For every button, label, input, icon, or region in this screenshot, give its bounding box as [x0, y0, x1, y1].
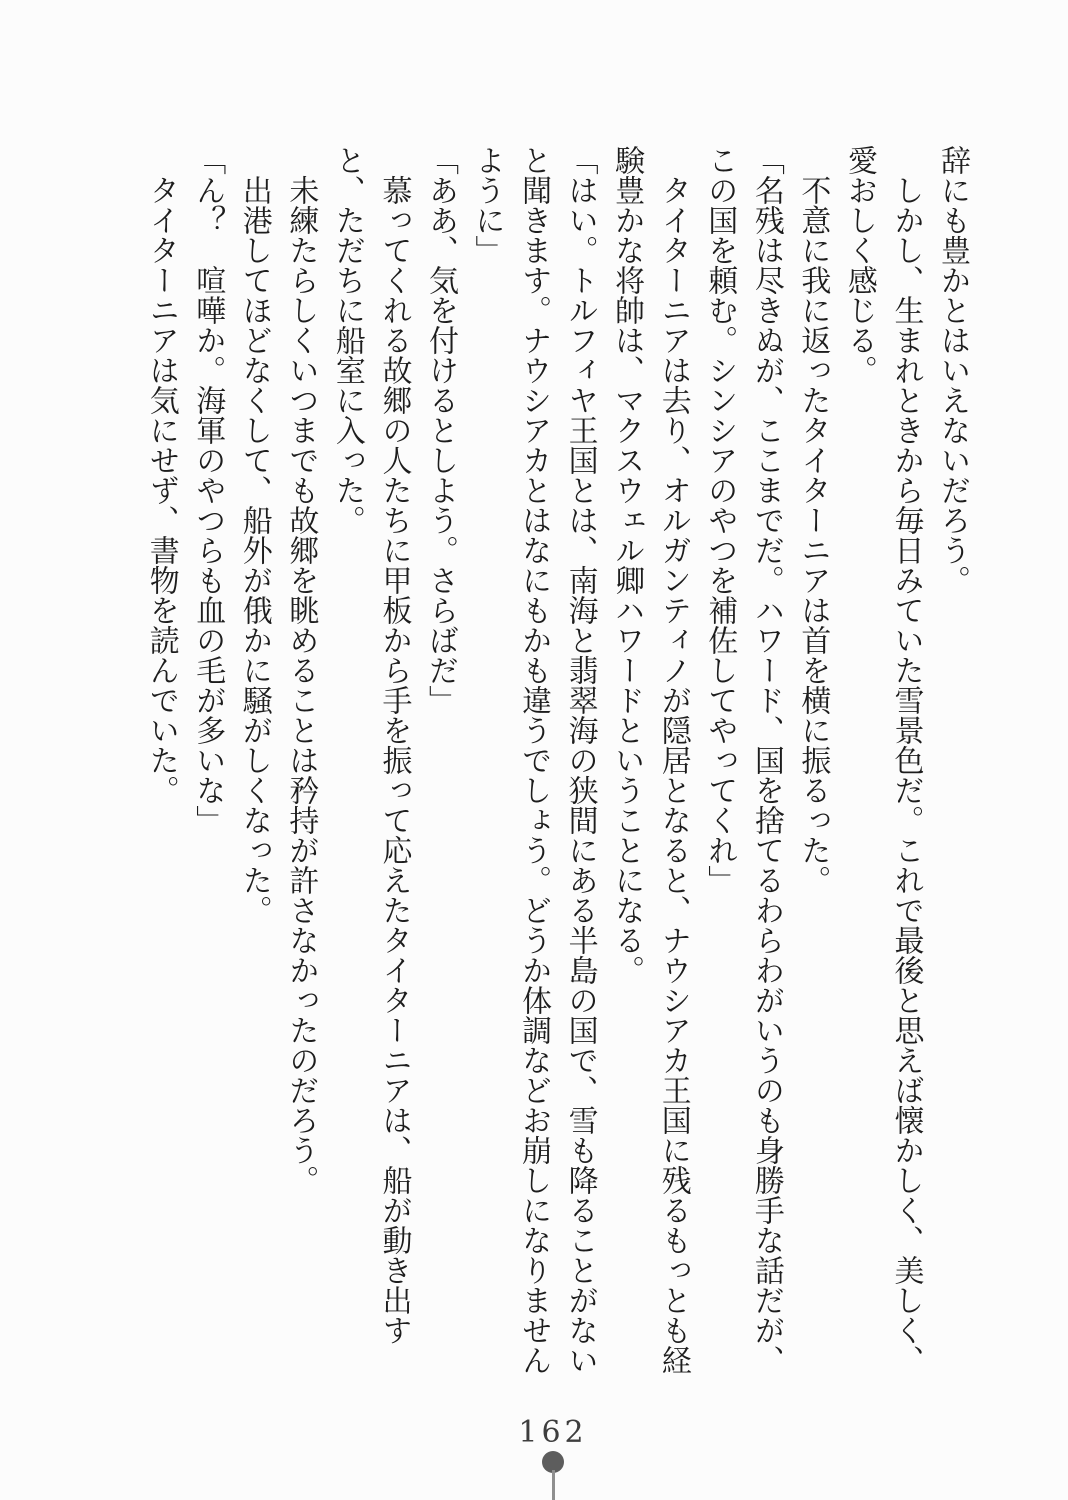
page-text-block — [137, 145, 975, 1375]
paragraph-3: 不意に我に返ったタイターニアは首を横に振るった。 — [795, 175, 831, 895]
paragraph-2: しかし、生まれときから毎日みていた雪景色だ。これで最後と思えば懐かしく、美しく、愛おしく感じる。 — [841, 145, 924, 1375]
paragraph-6-dialogue: 「はい。トルフィヤ王国とは、南海と翡翠海の狭間にある半島の国で、雪も降ることがないと聞きます。ナウシアカとはなにもかも違うでしょう。どうか体調などお崩しになりませんように」 — [469, 145, 598, 1375]
footer-marker-line — [552, 1470, 555, 1500]
paragraph-4-dialogue: 「名残は尽きぬが、ここまでだ。ハワード、国を捨てるわらわがいうのも身勝手な話だが、この国を頼む。シンシアのやつを補佐してやってくれ」 — [702, 145, 784, 1375]
paragraph-8: 慕ってくれる故郷の人たちに甲板から手を振って応えたタイターニアは、船が動き出すと、ただちに船室に入った。 — [329, 145, 412, 1345]
paragraph-9: 未練たらしくいつまでも故郷を眺めることは矜持が許さなかったのだろう。 — [283, 175, 319, 1195]
page-number: 162 — [518, 1415, 588, 1450]
paragraph-5: タイターニアは去り、オルガンティノが隠居となると、ナウシアカ王国に残るもっとも経験豊かな将帥は、マクスウェル卿ハワードということになる。 — [609, 145, 691, 1375]
paragraph-1: 辞にも豊かとはいえないだろう。 — [935, 145, 970, 595]
paragraph-12: タイターニアは気にせず、書物を読んでいた。 — [143, 175, 179, 805]
paragraph-7-dialogue: 「ああ、気を付けるとしよう。さらばだ」 — [422, 145, 458, 715]
paragraph-10: 出港してほどなくして、船外が俄かに騒がしくなった。 — [236, 175, 272, 925]
paragraph-11-dialogue: 「ん？ 喧嘩か。海軍のやつらも血の毛が多いな」 — [190, 145, 226, 835]
